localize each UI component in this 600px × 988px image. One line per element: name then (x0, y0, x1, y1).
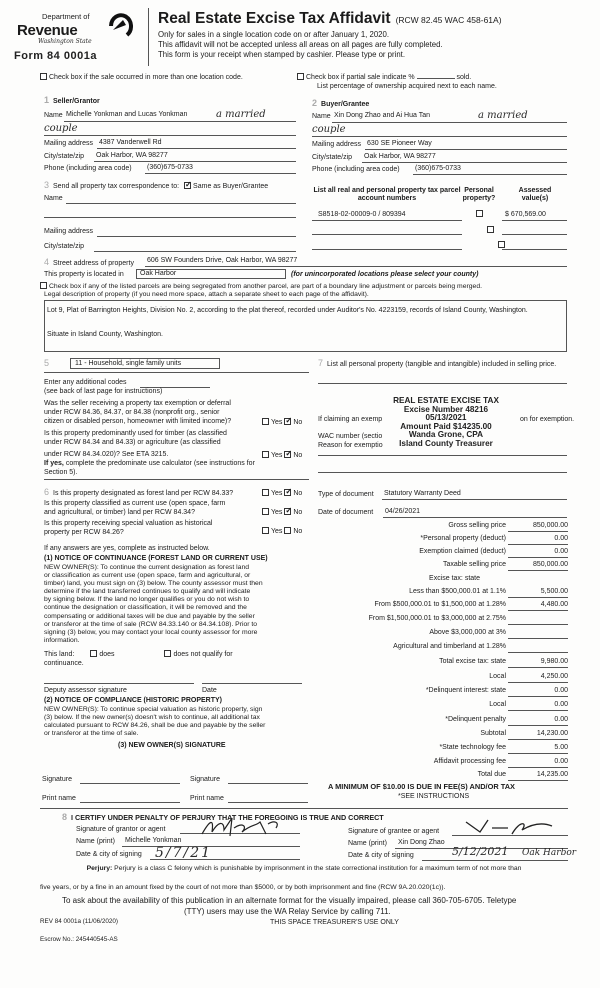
header-note-2: This affidavit will not be accepted unless all areas on all pages are fully completed. (158, 40, 443, 49)
doc-date[interactable]: 04/26/2021 (385, 508, 421, 515)
seller-mailing-line (97, 148, 296, 149)
segregated-checkbox[interactable] (40, 282, 47, 289)
reason-line-2[interactable] (318, 472, 567, 473)
notice2-line: or transferor at the time of sale. (44, 730, 139, 738)
seller-phone[interactable]: (360)675-0733 (147, 164, 193, 171)
notice3-title: (3) NEW OWNER(S) SIGNATURE (118, 742, 226, 749)
tax-value-line (508, 570, 568, 571)
tax-row-value[interactable]: 5,500.00 (540, 588, 568, 595)
doc-date-line (383, 517, 567, 518)
q-exempt-1: Was the seller receiving a property tax exemption or deferral (44, 400, 231, 407)
deputy-date-line[interactable] (202, 683, 302, 684)
q-exempt-answer[interactable] (262, 418, 302, 427)
land-does-label: does (99, 651, 115, 658)
escrow-row (40, 936, 118, 943)
legal-description-box[interactable] (44, 300, 567, 352)
deputy-signature-label: Deputy assessor signature (44, 687, 127, 694)
q-timber-no-checkbox[interactable] (284, 451, 291, 458)
q-timber-yes-label: Yes (271, 452, 283, 459)
buyer-name-line-2 (312, 136, 567, 137)
claiming-end-label: on for exemption. (520, 416, 575, 423)
grantee-signature (462, 816, 557, 840)
buyer-phone[interactable]: (360)675-0733 (415, 165, 461, 172)
tax-row-label: From $500,000.01 to $1,500,000 at 1.28% (374, 601, 506, 608)
header-note-1: Only for sales in a single location code on or after January 1, 2020. (158, 30, 390, 39)
tax-row-label: Gross selling price (448, 522, 506, 529)
partial-sale-sold: sold. (456, 74, 472, 81)
personal-property-line[interactable] (318, 383, 567, 384)
seller-name-line (64, 121, 296, 122)
tax-value-line (508, 753, 568, 754)
seller-city-label: City/state/zip (44, 153, 85, 160)
parcel-line-1 (312, 220, 462, 221)
tax-row-value[interactable]: 14,230.00 (536, 730, 568, 737)
form-title: Real Estate Excise Tax Affidavit (158, 10, 391, 27)
notice1-body (44, 564, 314, 645)
grantor-name[interactable]: Michelle Yonkman (125, 837, 182, 844)
perjury-line-2: five years, or by a fine in an amount fixed by the court of not more than $5000, or by both imprisonment and fine (RCW 9A.20.020(1c)). (40, 884, 446, 891)
notice1-line: or transferor at the time of sale (RCW 84.33.140 or 84.34.108). Prior to (44, 620, 258, 628)
dor-logo (12, 10, 147, 66)
grantor-signature (196, 814, 286, 840)
q-historic-2: property per RCW 84.26? (44, 529, 124, 536)
new-owner-print-line-1[interactable] (80, 802, 180, 803)
buyer-city-label: City/state/zip (312, 154, 353, 161)
q-exempt-yes-label: Yes (271, 419, 283, 426)
doc-type-line (382, 499, 567, 500)
reason-label: Reason for exemptio (318, 442, 383, 449)
form-title-row (158, 10, 502, 28)
located-in-label: This property is located in (44, 271, 124, 278)
taxpayer-section-number: 3 (44, 180, 50, 190)
personal-property-label: List all personal property (tangible and intangible) included in selling price. (327, 361, 557, 368)
notice1-line: determine if the land transferred continues to qualify and will indicate (44, 588, 251, 596)
located-in-value: Oak Harbor (140, 270, 177, 277)
partial-sale-label: Check box if partial sale indicate % (306, 74, 415, 81)
section5-number (44, 358, 53, 369)
grantor-date-line (150, 859, 300, 860)
multi-location-checkbox[interactable] (40, 73, 47, 80)
seller-phone-line (145, 173, 296, 174)
if-yes-rest: complete the predominate use calculator (see instructions for (65, 460, 255, 467)
logo-swoosh-icon (107, 12, 133, 40)
street-label: Street address of property (53, 260, 134, 267)
buyer-heading-row (312, 98, 369, 109)
tax-value-line (508, 624, 568, 625)
perjury-bold: Perjury: (86, 865, 113, 872)
tax-value-line (508, 682, 568, 683)
seller-name-line-2 (44, 135, 296, 136)
section5-num: 5 (44, 358, 50, 368)
buyer-name[interactable]: Xin Dong Zhao and Ai Hua Tan (334, 112, 430, 119)
treasurer-use-only: THIS SPACE TREASURER'S USE ONLY (270, 919, 399, 926)
q-current-no-label: No (293, 509, 303, 516)
legal-description-2: Situate in Island County, Washington. (47, 331, 163, 338)
buyer-mailing-label: Mailing address (312, 141, 362, 148)
tax-row-value[interactable]: 0.00 (554, 758, 568, 765)
notice1-line: NEW OWNER(S): To continue the current designation as forest land (44, 564, 250, 571)
header-note-3: This form is your receipt when stamped by cashier. Please type or print. (158, 50, 406, 59)
land-does-not-checkbox[interactable] (164, 650, 171, 657)
tax-value-line (508, 710, 568, 711)
parcels-col2-header: Personal property? (462, 187, 496, 203)
wac-label: WAC number (sectio (318, 433, 383, 440)
perjury-line-1: Perjury is a class C felony which is punishable by imprisonment in the state correctional institution for a maximum term of not more than (114, 865, 522, 872)
land-does-checkbox[interactable] (90, 650, 97, 657)
tax-row-label: Subtotal (480, 730, 506, 737)
q-forest-yes-label: Yes (271, 490, 283, 497)
notice1-title: (1) NOTICE OF CONTINUANCE (FOREST LAND OR CURRENT USE) (44, 555, 268, 562)
print-name-label-2: Print name (190, 795, 224, 802)
tax-row-label: Affidavit processing fee (433, 758, 506, 765)
street-address[interactable]: 606 SW Founders Drive, Oak Harbor, WA 98277 (147, 257, 298, 264)
tax-value-line (508, 610, 568, 611)
q-exempt-yes-checkbox[interactable] (262, 418, 269, 425)
form-statute: (RCW 82.45 WAC 458-61A) (395, 15, 502, 25)
tax-row-value[interactable]: 14,235.00 (536, 771, 568, 778)
parcel-2-personal-checkbox[interactable] (487, 226, 494, 233)
q-timber-answer[interactable] (262, 451, 302, 460)
tax-row-label: Exemption claimed (deduct) (419, 548, 506, 555)
reason-line-1[interactable] (318, 455, 567, 456)
stamp-line: REAL ESTATE EXCISE TAX (393, 396, 499, 405)
notice1-line: by signing below. If the land no longer qualifies or you do not wish to (44, 596, 250, 604)
tax-row-value[interactable]: 0.00 (554, 548, 568, 555)
tax-row-value[interactable]: 0.00 (554, 716, 568, 723)
grantee-date[interactable]: 5/12/2021 (452, 845, 509, 858)
tax-row-label: *State technology fee (439, 744, 506, 751)
legal-description-1: Lot 9, Plat of Barrington Heights, Division No. 2, according to the plat thereof, recorded under Auditor's No. 4223159, records of Island County, Washington. (47, 307, 528, 314)
tax-value-line (508, 667, 568, 668)
seller-name-handwritten-2: couple (44, 123, 78, 134)
stamp-line: Amount Paid $14235.00 (400, 421, 492, 431)
parcels-col3-header: Assessed value(s) (518, 187, 552, 203)
seller-mailing[interactable]: 4387 Vanderwell Rd (99, 139, 162, 146)
street-line (145, 266, 567, 267)
q-current-yes-label: Yes (271, 509, 283, 516)
tax-row-label: Total excise tax: state (439, 658, 506, 665)
buyer-mailing[interactable]: 630 SE Pioneer Way (367, 140, 432, 147)
grantee-name-label: Name (print) (348, 840, 387, 847)
grantor-date-label: Date & city of signing (76, 851, 142, 858)
form-number: Form 84 0001a (14, 50, 97, 62)
q-timber-2: under RCW 84.34 and 84.33) or agriculture (as classified (44, 439, 221, 446)
buyer-phone-line (413, 174, 567, 175)
section6-number: 6 (44, 487, 50, 497)
notice2-line: NEW OWNER(S): To continue special valuation as historic property, sign (44, 706, 263, 713)
section5-divider (44, 372, 309, 373)
notice1-line: or classification as current use (open space, farm and agricultural, or (44, 572, 251, 580)
tax-value-line (508, 739, 568, 740)
same-as-buyer-label: Same as Buyer/Grantee (193, 183, 269, 190)
buyer-city-line (362, 162, 567, 163)
parcels-col1-header: List all real and personal property tax parcel account numbers (313, 187, 461, 203)
logo-revenue: Revenue (17, 22, 78, 39)
if-any-note: If any answers are yes, complete as instructed below. (44, 545, 210, 552)
land-does-not-label: does not qualify for (173, 651, 233, 658)
tax-row-value[interactable]: 0.00 (554, 535, 568, 542)
taxpayer-city-label: City/state/zip (44, 243, 85, 250)
q-forest: Is this property designated as forest land per RCW 84.33? (53, 490, 234, 497)
partial-sale-check[interactable] (297, 73, 471, 82)
taxpayer-name-label: Name (44, 195, 63, 202)
tax-value-line (508, 780, 568, 781)
q-current-no-checkbox[interactable] (284, 508, 291, 515)
signature-label-2: Signature (190, 776, 220, 783)
tax-row-label: *Delinquent penalty (445, 716, 506, 723)
if-yes-note (44, 460, 255, 468)
doc-type-label: Type of document (318, 491, 374, 498)
tax-row-label: Local (489, 673, 506, 680)
land-use-code: 11 - Household, single family units (75, 360, 182, 367)
same-as-buyer-checkbox[interactable] (184, 182, 191, 189)
multi-location-check[interactable] (40, 73, 243, 82)
buyer-heading: Buyer/Grantee (321, 101, 370, 108)
notice1-line: compensating or additional taxes will be due and payable by the seller (44, 612, 255, 620)
tax-value-line (508, 638, 568, 639)
tax-row-value[interactable]: 9,980.00 (540, 658, 568, 665)
tax-row-label: *Personal property (deduct) (420, 535, 506, 542)
parcel-line-2[interactable] (312, 234, 462, 235)
q-timber-3: under RCW 84.34.020)? See ETA 3215. (44, 451, 169, 458)
seller-heading: Seller/Grantor (53, 98, 100, 105)
q-historic-yes-label: Yes (271, 528, 283, 535)
new-owner-print-line-2[interactable] (228, 802, 308, 803)
q-historic-1: Is this property receiving special valuation as historical (44, 520, 213, 527)
minimum-fee-note: A MINIMUM OF $10.00 IS DUE IN FEE(S) AND/OR TAX (328, 782, 515, 791)
doc-date-label: Date of document (318, 509, 374, 516)
q-timber-no-label: No (293, 452, 303, 459)
tax-row-label: Less than $500,000.01 at 1.1% (409, 588, 506, 595)
section8-divider (40, 808, 568, 809)
tax-value-line (508, 696, 568, 697)
form-revision: REV 84 0001a (11/06/2020) (40, 918, 118, 925)
notice2-body (44, 706, 314, 738)
buyer-name-handwritten: a married (478, 110, 528, 121)
tax-row-label: Local (489, 701, 506, 708)
perjury-statement (40, 865, 568, 873)
seller-heading-row (44, 95, 100, 106)
notice1-line: information. (44, 636, 80, 644)
q-historic-no-checkbox[interactable] (284, 527, 291, 534)
notice1-line: signing (3) below, you may contact your local county assessor for more (44, 628, 258, 636)
location-section-number: 4 (44, 257, 50, 267)
tax-row-value[interactable]: 0.00 (554, 701, 568, 708)
tax-row-value[interactable]: 0.00 (554, 687, 568, 694)
q-exempt-2: under RCW 84.36, 84.37, or 84.38 (nonprofit org., senior (44, 409, 220, 416)
buyer-mailing-line (365, 149, 567, 150)
tax-row-value[interactable]: 5.00 (554, 744, 568, 751)
grantor-date[interactable]: 5/7/21 (155, 845, 213, 861)
stamp-line: Wanda Grone, CPA (408, 430, 484, 440)
taxpayer-mailing-line[interactable] (97, 236, 296, 237)
partial-sale-note: List percentage of ownership acquired next to each name. (317, 83, 497, 90)
parcel-3-personal-checkbox[interactable] (498, 241, 505, 248)
partial-sale-checkbox[interactable] (297, 73, 304, 80)
q-forest-no-checkbox[interactable] (284, 489, 291, 496)
q-forest-answer[interactable] (262, 489, 302, 498)
grantee-date-line (422, 860, 568, 861)
section6-divider-top (44, 479, 309, 480)
taxpayer-name-line-2[interactable] (44, 217, 296, 218)
taxpayer-send-row (44, 180, 268, 191)
parcel-value-line-1 (502, 220, 567, 221)
new-owner-signature-line-1[interactable] (80, 783, 180, 784)
notice2-line: (3) below. If the new owner(s) doesn't wish to continue, all additional tax (44, 714, 260, 722)
personal-property-row (318, 358, 568, 370)
tax-row-label: Above $3,000,000 at 3% (429, 629, 506, 636)
tax-value-line (508, 725, 568, 726)
parcel-1-personal-checkbox[interactable] (476, 210, 483, 217)
section8-number: 8 (62, 812, 68, 822)
q-timber-yes-checkbox[interactable] (262, 451, 269, 458)
notice2-title: (2) NOTICE OF COMPLIANCE (HISTORIC PROPERTY) (44, 697, 222, 704)
taxpayer-name-line[interactable] (66, 203, 296, 204)
tax-value-line (508, 531, 568, 532)
tax-row-label: *Delinquent interest: state (425, 687, 506, 694)
if-yes-bold: If yes, (44, 460, 64, 467)
additional-codes-label: Enter any additional codes (44, 379, 127, 386)
q-current-yes-checkbox[interactable] (262, 508, 269, 515)
q-current-answer[interactable] (262, 508, 302, 517)
tax-row-label: Taxable selling price (442, 561, 506, 568)
signature-label-1: Signature (42, 776, 72, 783)
doc-type[interactable]: Statutory Warranty Deed (384, 490, 461, 497)
logo-dept-line: Department of (42, 12, 90, 21)
street-row (44, 257, 134, 268)
tax-row-label: Agricultural and timberland at 1.28% (393, 643, 506, 650)
notice1-line: timber) land, you must sign on (3) below. The county assessor must then (44, 580, 263, 588)
stamp-line: Excise Number 48216 (403, 404, 489, 414)
tax-row-value[interactable]: 850,000.00 (532, 522, 568, 529)
this-land-row (44, 650, 233, 659)
seller-name[interactable]: Michelle Yonkman and Lucas Yonkman (66, 111, 188, 118)
q-historic-answer[interactable] (262, 527, 302, 536)
continuance-label: continuance. (44, 660, 84, 667)
notice2-line: calculated pursuant to RCW 84.26, shall be due and payable by the seller (44, 722, 266, 730)
q-exempt-3: citizen or disabled person, homeowner with limited income)? (44, 418, 232, 425)
q-timber-1: Is this property predominantly used for timber (as classified (44, 430, 227, 437)
buyer-section-number: 2 (312, 98, 318, 108)
alt-format-line-1: To ask about the availability of this publication in an alternate format for the visually impaired, please call 360-705-6705. Teletype (62, 896, 517, 905)
grantee-date-label: Date & city of signing (348, 852, 414, 859)
alt-format-line-2: (TTY) users may use the WA Relay Service by calling 711. (184, 907, 391, 916)
tax-row-value[interactable]: 4,250.00 (540, 673, 568, 680)
additional-codes-note: (see back of last page for instructions) (44, 388, 163, 395)
grantor-sig-label: Signature of grantor or agent (76, 826, 166, 833)
stamp-line: 05/13/2021 (425, 413, 467, 423)
taxpayer-send-label: Send all property tax correspondence to: (53, 183, 180, 190)
tax-value-line (508, 652, 568, 653)
seller-name-label: Name (44, 112, 63, 119)
tax-row-value[interactable]: 4,480.00 (540, 601, 568, 608)
tax-value-line (508, 557, 568, 558)
q-historic-yes-checkbox[interactable] (262, 527, 269, 534)
grantee-name[interactable]: Xin Dong Zhao (398, 839, 445, 846)
seller-phone-label: Phone (including area code) (44, 165, 132, 172)
seller-city-line (94, 161, 296, 162)
see-instructions: *SEE INSTRUCTIONS (398, 793, 470, 800)
logo-state: Washington State (38, 38, 92, 45)
deputy-date-label: Date (202, 687, 217, 694)
tax-value-line (508, 544, 568, 545)
taxpayer-city-line[interactable] (94, 251, 296, 252)
q-forest-yes-checkbox[interactable] (262, 489, 269, 496)
grantee-city[interactable]: Oak Harbor (522, 848, 577, 858)
seller-city[interactable]: Oak Harbor, WA 98277 (96, 152, 168, 159)
buyer-phone-label: Phone (including area code) (312, 166, 400, 173)
seller-mailing-label: Mailing address (44, 140, 94, 147)
tax-row-label: Excise tax: state (429, 575, 480, 582)
notice1-line: continue the designation or classification, it will be removed and the (44, 604, 247, 612)
tax-value-line (508, 767, 568, 768)
print-name-label-1: Print name (42, 795, 76, 802)
treasurer-stamp (372, 397, 520, 449)
unincorporated-note: (for unincorporated locations please select your county) (291, 271, 479, 278)
q-forest-no-label: No (293, 490, 303, 497)
grantee-sig-label: Signature of grantee or agent (348, 828, 440, 835)
legal-label: Legal description of property (if you need more space, attach a separate sheet to each page of the affidavit). (44, 291, 369, 298)
buyer-name-line (332, 122, 567, 123)
multi-location-label: Check box if the sale occurred in more than one location code. (49, 74, 243, 81)
tax-row-value[interactable]: 850,000.00 (532, 561, 568, 568)
seller-section-number: 1 (44, 95, 50, 105)
claiming-label: If claiming an exemp (318, 416, 383, 423)
parcel-value-line-2[interactable] (502, 234, 567, 235)
tax-row-label: Total due (477, 771, 506, 778)
grantor-name-label: Name (print) (76, 838, 115, 845)
deputy-signature-line[interactable] (44, 683, 194, 684)
parcel-number-1[interactable]: S8518-02-00009-0 / 809394 (318, 211, 406, 218)
new-owner-signature-line-2[interactable] (228, 783, 308, 784)
q-exempt-no-checkbox[interactable] (284, 418, 291, 425)
escrow-label: Escrow No.: (40, 936, 74, 943)
section7-number: 7 (318, 358, 324, 368)
q-exempt-no-label: No (293, 419, 303, 426)
stamp-line: Island County Treasurer (399, 439, 493, 449)
located-in-field[interactable] (136, 269, 286, 279)
parcel-line-3[interactable] (312, 249, 462, 250)
buyer-name-handwritten-2: couple (312, 124, 346, 135)
parcel-value-line-3[interactable] (502, 249, 567, 250)
tax-row-label: From $1,500,000.01 to $3,000,000 at 2.75% (368, 615, 506, 622)
q-current-2: and agricultural, or timber) land per RCW 84.34? (44, 509, 195, 516)
q-current-1: Is this property classified as current use (open space, farm (44, 500, 226, 507)
certify-statement: I CERTIFY UNDER PENALTY OF PERJURY THAT THE FOREGOING IS TRUE AND CORRECT (71, 813, 384, 822)
tax-value-line (508, 597, 568, 598)
q-historic-no-label: No (293, 528, 303, 535)
partial-sale-percent-field[interactable] (417, 78, 455, 79)
seller-name-handwritten: a married (216, 109, 266, 120)
buyer-city[interactable]: Oak Harbor, WA 98277 (364, 153, 436, 160)
taxpayer-mailing-label: Mailing address (44, 228, 94, 235)
this-land-label: This land: (44, 651, 75, 658)
land-use-code-field[interactable] (70, 358, 220, 369)
buyer-name-label: Name (312, 113, 331, 120)
parcel-value-1[interactable]: $ 670,569.00 (505, 211, 546, 218)
escrow-number: 245440545-AS (75, 936, 118, 943)
segregated-check[interactable] (40, 282, 482, 291)
segregated-label: Check box if any of the listed parcels are being segregated from another parcel, are part of a boundary line adjustment or parcels being merged. (49, 283, 482, 290)
header-divider (148, 8, 149, 66)
if-yes-note-2: Section 5). (44, 469, 78, 476)
q-forest-row (44, 487, 233, 498)
